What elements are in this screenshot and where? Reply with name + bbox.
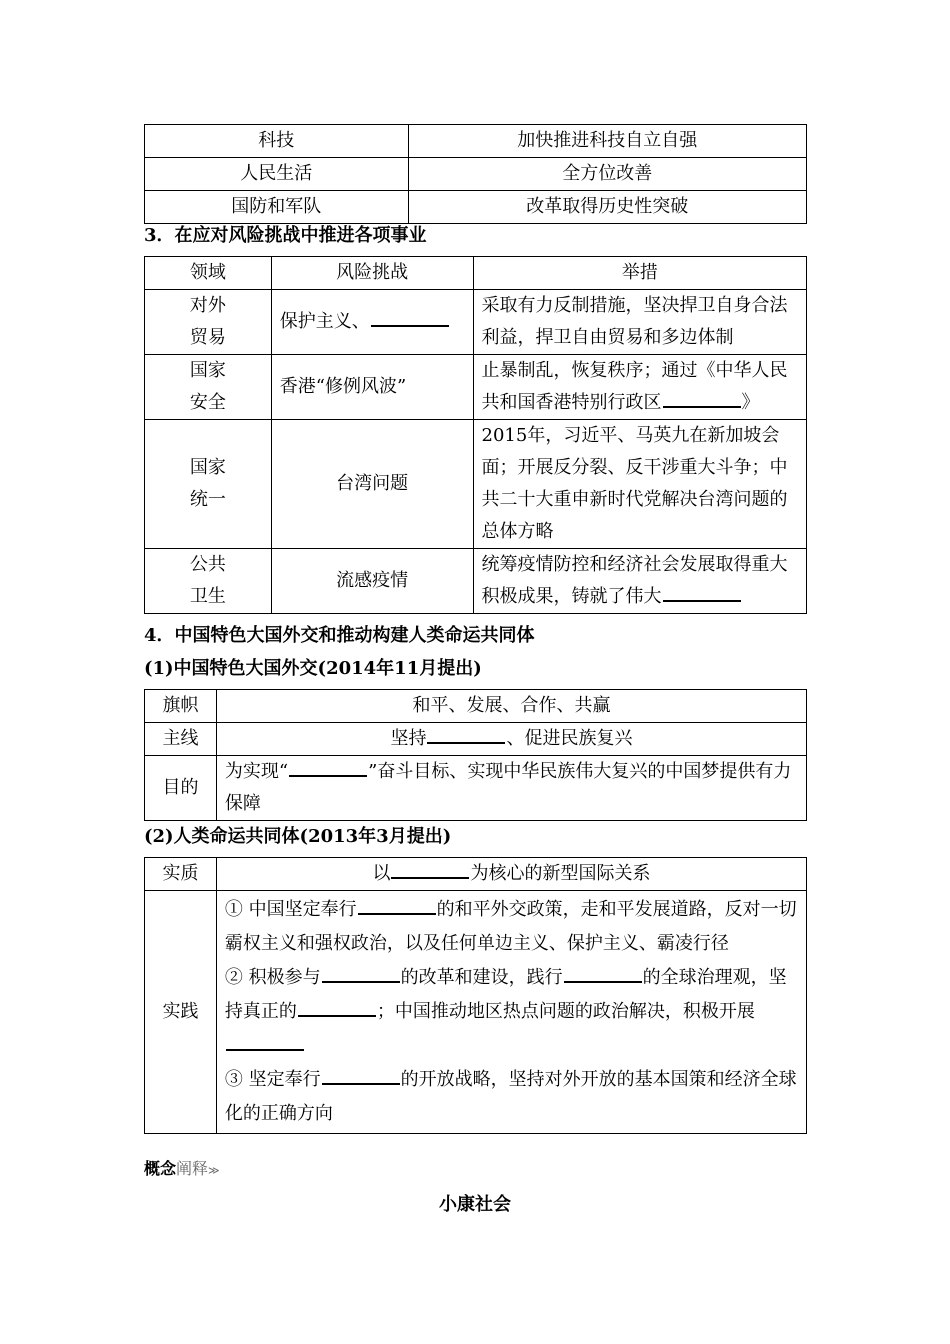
fill-blank[interactable] — [663, 582, 741, 602]
concept-label: 概念阐释≫ — [144, 1159, 220, 1178]
fill-blank[interactable] — [289, 757, 367, 777]
fill-blank[interactable] — [427, 724, 505, 744]
table-row — [145, 125, 807, 158]
area-cell: 对外 贸易 — [145, 290, 272, 355]
value-cell: 和平、发展、合作、共赢 — [216, 690, 806, 723]
bottom-title: 小康社会 — [439, 1194, 511, 1215]
field-cell: 国防和军队 — [145, 191, 409, 224]
measure-cell: 统筹疫情防控和经济社会发展取得重大积极成果，铸就了伟大 — [473, 549, 806, 614]
table-row — [145, 158, 807, 191]
content-cell: 全方位改善 — [408, 158, 806, 191]
label-cell: 实践 — [145, 891, 217, 1134]
label-cell: 目的 — [145, 756, 217, 821]
risk-cell: 香港“修例风波” — [271, 355, 473, 420]
subsection-1-heading: (1)中国特色大国外交(2014年11月提出) — [144, 658, 482, 679]
value-cell: 为实现“ ”奋斗目标、实现中华民族伟大复兴的中国梦提供有力保障 — [216, 756, 806, 821]
table-row — [145, 690, 807, 723]
content-cell: 改革取得历史性突破 — [408, 191, 806, 224]
header-risk: 风险挑战 — [271, 257, 473, 290]
section-4-heading: 4．中国特色大国外交和推动构建人类命运共同体 — [144, 625, 535, 646]
field-cell: 人民生活 — [145, 158, 409, 191]
table-row — [145, 420, 807, 549]
table-header-row — [145, 257, 807, 290]
risk-table — [144, 256, 807, 614]
measure-cell: 止暴制乱，恢复秩序；通过《中华人民共和国香港特别行政区 》 — [473, 355, 806, 420]
fill-blank[interactable] — [322, 963, 400, 983]
risk-cell: 台湾问题 — [271, 420, 473, 549]
practice-item-3: ③ 坚定奉行 的开放战略，坚持对外开放的基本国策和经济全球化的正确方向 — [225, 1063, 798, 1131]
table-row — [145, 858, 807, 891]
fill-blank[interactable] — [226, 1031, 304, 1051]
header-measure: 举措 — [473, 257, 806, 290]
achievements-table — [144, 124, 807, 224]
section-3-heading: 3．在应对风险挑战中推进各项事业 — [144, 225, 427, 246]
table-row — [145, 290, 807, 355]
fill-blank[interactable] — [371, 307, 449, 327]
fill-blank[interactable] — [391, 859, 469, 879]
chevron-down-icon: ≫ — [208, 1164, 220, 1177]
area-cell: 公共 卫生 — [145, 549, 272, 614]
fill-blank[interactable] — [358, 895, 436, 915]
content-cell: 加快推进科技自立自强 — [408, 125, 806, 158]
fill-blank[interactable] — [298, 997, 376, 1017]
fill-blank[interactable] — [564, 963, 642, 983]
diplomacy-table — [144, 689, 807, 821]
fill-blank[interactable] — [663, 388, 741, 408]
measure-cell: 采取有力反制措施，坚决捍卫自身合法利益，捍卫自由贸易和多边体制 — [473, 290, 806, 355]
measure-cell: 2015年，习近平、马英九在新加坡会面；开展反分裂、反干涉重大斗争；中共二十大重申新时代党解决台湾问题的总体方略 — [473, 420, 806, 549]
value-cell: 以 为核心的新型国际关系 — [216, 858, 806, 891]
header-area: 领域 — [145, 257, 272, 290]
area-cell: 国家 统一 — [145, 420, 272, 549]
table-row — [145, 891, 807, 1134]
practice-item-2: ② 积极参与 的改革和建设，践行 的全球治理观，坚持真正的 ；中国推动地区热点问题的政治解决，积极开展 — [225, 961, 798, 1063]
table-row — [145, 756, 807, 821]
field-cell: 科技 — [145, 125, 409, 158]
label-cell: 实质 — [145, 858, 217, 891]
community-table — [144, 857, 807, 1134]
subsection-2-heading: (2)人类命运共同体(2013年3月提出) — [144, 826, 452, 847]
table-row — [145, 355, 807, 420]
risk-cell: 流感疫情 — [271, 549, 473, 614]
table-row — [145, 549, 807, 614]
risk-cell: 保护主义、 — [271, 290, 473, 355]
value-cell — [216, 891, 806, 1134]
value-cell: 坚持 、促进民族复兴 — [216, 723, 806, 756]
practice-item-1: ① 中国坚定奉行 的和平外交政策，走和平发展道路，反对一切霸权主义和强权政治，以及任何单边主义、保护主义、霸凌行径 — [225, 893, 798, 961]
area-cell: 国家 安全 — [145, 355, 272, 420]
label-cell: 主线 — [145, 723, 217, 756]
table-row — [145, 723, 807, 756]
label-cell: 旗帜 — [145, 690, 217, 723]
table-row — [145, 191, 807, 224]
fill-blank[interactable] — [322, 1065, 400, 1085]
